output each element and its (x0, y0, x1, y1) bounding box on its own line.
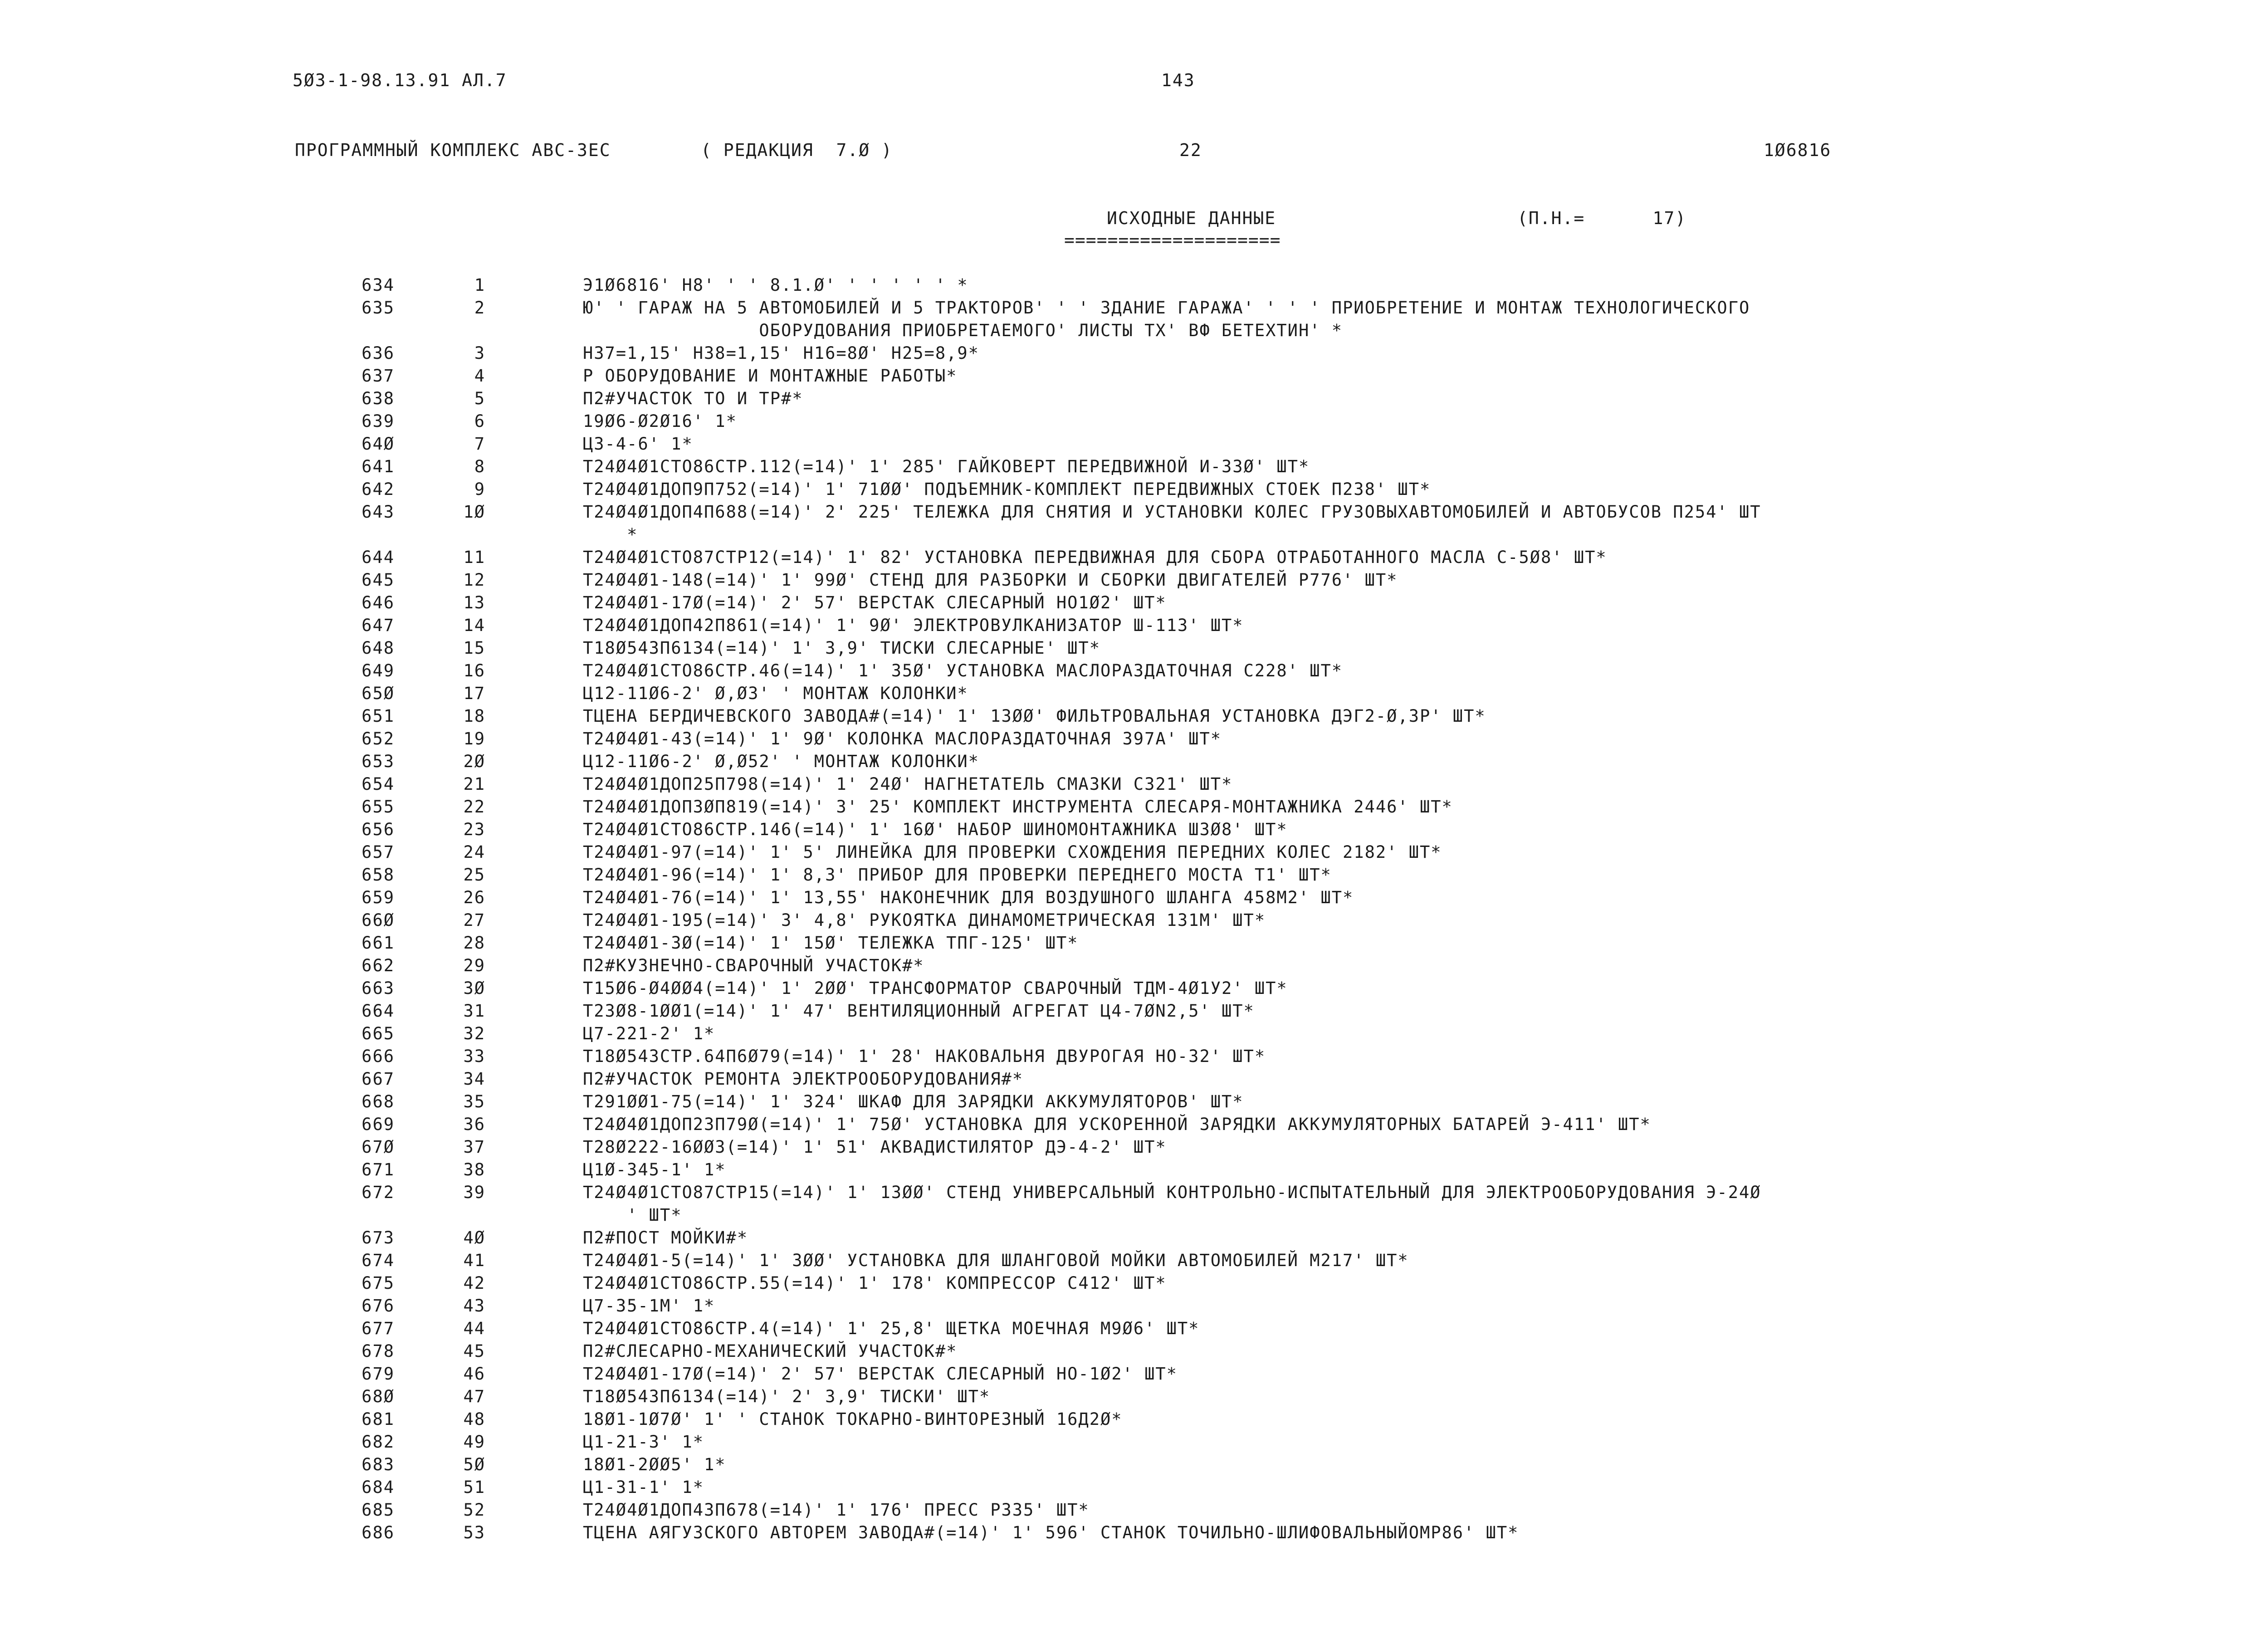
line-number: 13 (463, 593, 485, 612)
record-text: Т24Ø4Ø1-17Ø(=14)' 2' 57' ВЕРСТАК СЛЕСАРНЫЙ НО1Ø2' ШТ* (583, 593, 1167, 612)
line-number: 14 (463, 616, 485, 635)
data-row (0, 410, 2268, 433)
record-text: Т24Ø4Ø1-195(=14)' 3' 4,8' РУКОЯТКА ДИНАМОМЕТРИЧЕСКАЯ 131М' ШТ* (583, 910, 1266, 930)
page-number: 143 (1161, 70, 1195, 90)
sheet-number: 22 (1179, 140, 1202, 160)
line-number: 43 (463, 1296, 485, 1316)
record-number: 655 (362, 797, 395, 817)
record-text: Т24Ø4Ø1ДОП3ØП819(=14)' 3' 25' КОМПЛЕКТ ИНСТРУМЕНТА СЛЕСАРЯ-МОНТАЖНИКА 2446' ШТ* (583, 797, 1453, 817)
line-number: 39 (463, 1183, 485, 1202)
record-number: 679 (362, 1364, 395, 1384)
section-param: (П.Н.= 17) (1517, 208, 1687, 228)
record-text: Т24Ø4Ø1СТО86СТР.146(=14)' 1' 16Ø' НАБОР ШИНОМОНТАЖНИКА Ш3Ø8' ШТ* (583, 820, 1288, 839)
line-number: 36 (463, 1115, 485, 1134)
record-text: Т24Ø4Ø1-76(=14)' 1' 13,55' НАКОНЕЧНИК ДЛЯ ВОЗДУШНОГО ШЛАНГА 458М2' ШТ* (583, 888, 1354, 907)
record-number: 636 (362, 343, 395, 363)
data-row (0, 773, 2268, 796)
record-text: Ц1-21-3' 1* (583, 1432, 704, 1452)
data-row (0, 387, 2268, 410)
data-row (0, 546, 2268, 569)
record-text: Ц7-221-2' 1* (583, 1024, 715, 1043)
data-row (0, 592, 2268, 614)
data-row (0, 1295, 2268, 1317)
record-number: 634 (362, 275, 395, 295)
line-number: 35 (463, 1092, 485, 1111)
record-text: Т24Ø4Ø1-17Ø(=14)' 2' 57' ВЕРСТАК СЛЕСАРНЫЙ НО-1Ø2' ШТ* (583, 1364, 1178, 1384)
record-number: 676 (362, 1296, 395, 1316)
record-number: 685 (362, 1500, 395, 1520)
record-number: 659 (362, 888, 395, 907)
data-row (0, 796, 2268, 818)
record-text: П2#УЧАСТОК РЕМОНТА ЭЛЕКТРООБОРУДОВАНИЯ#* (583, 1069, 1024, 1089)
record-text: Т24Ø4Ø1СТО86СТР.55(=14)' 1' 178' КОМПРЕССОР С412' ШТ* (583, 1273, 1167, 1293)
data-row (0, 750, 2268, 773)
record-number: 68Ø (362, 1387, 395, 1406)
line-number: 2Ø (463, 752, 485, 771)
record-text: Ц3-4-6' 1* (583, 434, 693, 454)
record-text: Э1Ø6816' Н8' ' ' 8.1.Ø' ' ' ' ' ' * (583, 275, 968, 295)
line-number: 18 (463, 706, 485, 726)
line-number: 48 (463, 1409, 485, 1429)
line-number: 27 (463, 910, 485, 930)
record-text: Т18Ø543П6134(=14)' 1' 3,9' ТИСКИ СЛЕСАРНЫЕ' ШТ* (583, 638, 1100, 658)
record-number: 67Ø (362, 1137, 395, 1157)
line-number: 8 (474, 457, 485, 476)
data-row (0, 728, 2268, 750)
record-text: П2#КУЗНЕЧНО-СВАРОЧНЫЙ УЧАСТОК#* (583, 956, 924, 975)
line-number: 47 (463, 1387, 485, 1406)
record-number: 637 (362, 366, 395, 386)
record-number: 671 (362, 1160, 395, 1179)
line-number: 32 (463, 1024, 485, 1043)
data-row (0, 501, 2268, 546)
data-row (0, 1227, 2268, 1249)
record-number: 683 (362, 1455, 395, 1474)
record-number: 669 (362, 1115, 395, 1134)
line-number: 3 (474, 343, 485, 363)
record-number: 644 (362, 548, 395, 567)
data-row (0, 1408, 2268, 1431)
record-number: 674 (362, 1251, 395, 1270)
record-text: Т24Ø4Ø1-3Ø(=14)' 1' 15Ø' ТЕЛЕЖКА ТПГ-125' ШТ* (583, 933, 1079, 953)
record-number: 673 (362, 1228, 395, 1248)
record-text: Т24Ø4Ø1-43(=14)' 1' 9Ø' КОЛОНКА МАСЛОРАЗДАТОЧНАЯ 397А' ШТ* (583, 729, 1222, 749)
line-number: 16 (463, 661, 485, 680)
record-text: 18Ø1-1Ø7Ø' 1' ' СТАНОК ТОКАРНО-ВИНТОРЕЗНЫЙ 16Д2Ø* (583, 1409, 1123, 1429)
data-row (0, 1476, 2268, 1499)
line-number: 38 (463, 1160, 485, 1179)
record-number: 648 (362, 638, 395, 658)
data-row (0, 342, 2268, 365)
data-row (0, 1023, 2268, 1045)
record-text: Т24Ø4Ø1СТО87СТР15(=14)' 1' 13ØØ' СТЕНД УНИВЕРСАЛЬНЫЙ КОНТРОЛЬНО-ИСПЫТАТЕЛЬНЫЙ ДЛЯ ЭЛЕКТРООБОРУДОВАНИЯ Э-24Ø ' ШТ* (583, 1183, 1761, 1225)
record-text: Т24Ø4Ø1ДОП23П79Ø(=14)' 1' 75Ø' УСТАНОВКА ДЛЯ УСКОРЕННОЙ ЗАРЯДКИ АККУМУЛЯТОРНЫХ БАТАРЕЙ Э-411' ШТ* (583, 1115, 1651, 1134)
record-text: Ц12-11Ø6-2' Ø,Ø3' ' МОНТАЖ КОЛОНКИ* (583, 684, 968, 703)
section-title: ИСХОДНЫЕ ДАННЫЕ (1107, 208, 1276, 228)
record-number: 65Ø (362, 684, 395, 703)
data-row (0, 886, 2268, 909)
line-number: 25 (463, 865, 485, 885)
line-number: 34 (463, 1069, 485, 1089)
data-row (0, 569, 2268, 592)
line-number: 3Ø (463, 979, 485, 998)
record-text: Т18Ø543П6134(=14)' 2' 3,9' ТИСКИ' ШТ* (583, 1387, 991, 1406)
record-text: 19Ø6-Ø2Ø16' 1* (583, 411, 737, 431)
record-text: Ц1-31-1' 1* (583, 1478, 704, 1497)
record-number: 665 (362, 1024, 395, 1043)
record-number: 664 (362, 1001, 395, 1021)
data-row (0, 954, 2268, 977)
record-text: Т24Ø4Ø1ДОП4П688(=14)' 2' 225' ТЕЛЕЖКА ДЛЯ СНЯТИЯ И УСТАНОВКИ КОЛЕС ГРУЗОВЫХАВТОМОБИЛЕЙ И АВТОБУСОВ П254' ШТ * (583, 502, 1761, 544)
record-number: 653 (362, 752, 395, 771)
data-row (0, 1249, 2268, 1272)
record-text: Т24Ø4Ø1СТО86СТР.4(=14)' 1' 25,8' ЩЕТКА МОЕЧНАЯ М9Ø6' ШТ* (583, 1319, 1200, 1338)
data-row (0, 1522, 2268, 1544)
record-text: Т24Ø4Ø1СТО86СТР.46(=14)' 1' 35Ø' УСТАНОВКА МАСЛОРАЗДАТОЧНАЯ С228' ШТ* (583, 661, 1343, 680)
line-number: 42 (463, 1273, 485, 1293)
data-row (0, 818, 2268, 841)
line-number: 24 (463, 842, 485, 862)
record-text: П2#ПОСТ МОЙКИ#* (583, 1228, 748, 1248)
record-text: ТЦЕНА БЕРДИЧЕВСКОГО ЗАВОДА#(=14)' 1' 13ØØ' ФИЛЬТРОВАЛЬНАЯ УСТАНОВКА ДЭГ2-Ø,3Р' ШТ* (583, 706, 1486, 726)
line-number: 49 (463, 1432, 485, 1452)
record-number: 667 (362, 1069, 395, 1089)
line-number: 17 (463, 684, 485, 703)
record-number: 656 (362, 820, 395, 839)
data-row (0, 1000, 2268, 1023)
doc-number: 1Ø6816 (1764, 140, 1832, 160)
record-text: Т24Ø4Ø1ДОП9П752(=14)' 1' 71ØØ' ПОДЪЕМНИК-КОМПЛЕКТ ПЕРЕДВИЖНЫХ СТОЕК П238' ШТ* (583, 479, 1431, 499)
line-number: 1 (474, 275, 485, 295)
record-text: П2#СЛЕСАРНО-МЕХАНИЧЕСКИЙ УЧАСТОК#* (583, 1341, 958, 1361)
record-number: 64Ø (362, 434, 395, 454)
data-row (0, 932, 2268, 954)
line-number: 21 (463, 774, 485, 794)
record-number: 668 (362, 1092, 395, 1111)
line-number: 52 (463, 1500, 485, 1520)
line-number: 44 (463, 1319, 485, 1338)
line-number: 29 (463, 956, 485, 975)
line-number: 15 (463, 638, 485, 658)
title-underline: ==================== (1064, 231, 1281, 249)
record-number: 657 (362, 842, 395, 862)
line-number: 2 (474, 298, 485, 318)
record-text: Т24Ø4Ø1ДОП42П861(=14)' 1' 9Ø' ЭЛЕКТРОВУЛКАНИЗАТОР Ш-113' ШТ* (583, 616, 1244, 635)
record-number: 641 (362, 457, 395, 476)
line-number: 9 (474, 479, 485, 499)
record-number: 643 (362, 502, 395, 522)
data-row (0, 841, 2268, 864)
line-number: 53 (463, 1523, 485, 1542)
program-edition: ( РЕДАКЦИЯ 7.Ø ) (701, 140, 893, 160)
data-row (0, 1113, 2268, 1136)
record-number: 678 (362, 1341, 395, 1361)
record-number: 66Ø (362, 910, 395, 930)
record-number: 649 (362, 661, 395, 680)
data-row (0, 614, 2268, 637)
record-number: 645 (362, 570, 395, 590)
line-number: 45 (463, 1341, 485, 1361)
record-number: 639 (362, 411, 395, 431)
record-text: Т24Ø4Ø1-97(=14)' 1' 5' ЛИНЕЙКА ДЛЯ ПРОВЕРКИ СХОЖДЕНИЯ ПЕРЕДНИХ КОЛЕС 2182' ШТ* (583, 842, 1442, 862)
line-number: 51 (463, 1478, 485, 1497)
line-number: 33 (463, 1047, 485, 1066)
record-number: 652 (362, 729, 395, 749)
doc-code: 5Ø3-1-98.13.91 АЛ.7 (293, 70, 507, 90)
data-row (0, 637, 2268, 660)
data-row (0, 1136, 2268, 1159)
record-number: 672 (362, 1183, 395, 1202)
record-number: 686 (362, 1523, 395, 1542)
data-row (0, 1431, 2268, 1453)
record-text: Т24Ø4Ø1-5(=14)' 1' 3ØØ' УСТАНОВКА ДЛЯ ШЛАНГОВОЙ МОЙКИ АВТОМОБИЛЕЙ М217' ШТ* (583, 1251, 1409, 1270)
line-number: 1Ø (463, 502, 485, 522)
data-row (0, 1453, 2268, 1476)
record-number: 677 (362, 1319, 395, 1338)
line-number: 41 (463, 1251, 485, 1270)
data-row (0, 909, 2268, 932)
record-number: 646 (362, 593, 395, 612)
record-number: 681 (362, 1409, 395, 1429)
data-row (0, 455, 2268, 478)
line-number: 7 (474, 434, 485, 454)
data-row (0, 365, 2268, 387)
record-number: 651 (362, 706, 395, 726)
data-row (0, 864, 2268, 886)
line-number: 26 (463, 888, 485, 907)
line-number: 5 (474, 389, 485, 408)
line-number: 19 (463, 729, 485, 749)
program-name: ПРОГРАММНЫЙ КОМПЛЕКС АВС-3ЕС (295, 140, 611, 160)
record-number: 654 (362, 774, 395, 794)
data-row (0, 1045, 2268, 1068)
data-row (0, 1272, 2268, 1295)
record-number: 662 (362, 956, 395, 975)
record-text: Т23Ø8-1ØØ1(=14)' 1' 47' ВЕНТИЛЯЦИОННЫЙ АГРЕГАТ Ц4-7ØN2,5' ШТ* (583, 1001, 1255, 1021)
record-number: 658 (362, 865, 395, 885)
record-text: Ц7-35-1М' 1* (583, 1296, 715, 1316)
record-text: Т28Ø222-16ØØ3(=14)' 1' 51' АКВАДИСТИЛЯТОР ДЭ-4-2' ШТ* (583, 1137, 1167, 1157)
record-number: 666 (362, 1047, 395, 1066)
line-number: 4 (474, 366, 485, 386)
data-row (0, 977, 2268, 1000)
record-text: 18Ø1-2ØØ5' 1* (583, 1455, 726, 1474)
line-number: 28 (463, 933, 485, 953)
record-text: Р ОБОРУДОВАНИЕ И МОНТАЖНЫЕ РАБОТЫ* (583, 366, 958, 386)
record-number: 675 (362, 1273, 395, 1293)
data-row (0, 1068, 2268, 1091)
record-text: Т18Ø543СТР.64П6Ø79(=14)' 1' 28' НАКОВАЛЬНЯ ДВУРОГАЯ НО-32' ШТ* (583, 1047, 1266, 1066)
record-number: 635 (362, 298, 395, 318)
data-row (0, 1159, 2268, 1181)
record-text: Т24Ø4Ø1ДОП25П798(=14)' 1' 24Ø' НАГНЕТАТЕЛЬ СМАЗКИ С321' ШТ* (583, 774, 1233, 794)
record-text: Ц1Ø-345-1' 1* (583, 1160, 726, 1179)
record-number: 647 (362, 616, 395, 635)
data-row (0, 1499, 2268, 1522)
data-row (0, 274, 2268, 297)
line-number: 12 (463, 570, 485, 590)
line-number: 6 (474, 411, 485, 431)
data-row (0, 1363, 2268, 1385)
record-text: Т24Ø4Ø1-148(=14)' 1' 99Ø' СТЕНД ДЛЯ РАЗБОРКИ И СБОРКИ ДВИГАТЕЛЕЙ Р776' ШТ* (583, 570, 1398, 590)
record-number: 638 (362, 389, 395, 408)
record-text: ТЦЕНА АЯГУЗСКОГО АВТОРЕМ ЗАВОДА#(=14)' 1' 596' СТАНОК ТОЧИЛЬНО-ШЛИФОВАЛЬНЫЙОМР86' ШТ* (583, 1523, 1519, 1542)
line-number: 37 (463, 1137, 485, 1157)
line-number: 23 (463, 820, 485, 839)
data-row (0, 660, 2268, 682)
line-number: 4Ø (463, 1228, 485, 1248)
record-text: Т24Ø4Ø1ДОП43П678(=14)' 1' 176' ПРЕСС Р335' ШТ* (583, 1500, 1090, 1520)
data-row (0, 1181, 2268, 1227)
data-row (0, 1317, 2268, 1340)
data-rows (0, 274, 2268, 1544)
data-row (0, 433, 2268, 455)
record-number: 663 (362, 979, 395, 998)
record-number: 661 (362, 933, 395, 953)
record-number: 684 (362, 1478, 395, 1497)
record-text: Т291ØØ1-75(=14)' 1' 324' ШКАФ ДЛЯ ЗАРЯДКИ АККУМУЛЯТОРОВ' ШТ* (583, 1092, 1244, 1111)
line-number: 5Ø (463, 1455, 485, 1474)
line-number: 11 (463, 548, 485, 567)
data-row (0, 478, 2268, 501)
data-row (0, 682, 2268, 705)
record-text: Т24Ø4Ø1СТО87СТР12(=14)' 1' 82' УСТАНОВКА ПЕРЕДВИЖНАЯ ДЛЯ СБОРА ОТРАБОТАННОГО МАСЛА С-5Ø8' ШТ* (583, 548, 1607, 567)
record-number: 682 (362, 1432, 395, 1452)
record-text: Ц12-11Ø6-2' Ø,Ø52' ' МОНТАЖ КОЛОНКИ* (583, 752, 979, 771)
data-row (0, 1385, 2268, 1408)
record-text: Т24Ø4Ø1СТО86СТР.112(=14)' 1' 285' ГАЙКОВЕРТ ПЕРЕДВИЖНОЙ И-33Ø' ШТ* (583, 457, 1310, 476)
record-text: П2#УЧАСТОК ТО И ТР#* (583, 389, 803, 408)
data-row (0, 1340, 2268, 1363)
data-row (0, 1091, 2268, 1113)
line-number: 46 (463, 1364, 485, 1384)
record-text: Т15Ø6-Ø4ØØ4(=14)' 1' 2ØØ' ТРАНСФОРМАТОР СВАРОЧНЫЙ ТДМ-4Ø1У2' ШТ* (583, 979, 1288, 998)
data-row (0, 705, 2268, 728)
record-number: 642 (362, 479, 395, 499)
line-number: 31 (463, 1001, 485, 1021)
record-text: Н37=1,15' Н38=1,15' Н16=8Ø' Н25=8,9* (583, 343, 979, 363)
record-text: Ю' ' ГАРАЖ НА 5 АВТОМОБИЛЕЙ И 5 ТРАКТОРОВ' ' ' ЗДАНИЕ ГАРАЖА' ' ' ' ПРИОБРЕТЕНИЕ И МОНТАЖ ТЕХНОЛОГИЧЕСКОГО ОБОРУДОВАНИЯ ПРИОБРЕТАЕМОГО' ЛИСТЫ ТХ' ВФ БЕТЕХТИН' * (583, 298, 1750, 340)
line-number: 22 (463, 797, 485, 817)
data-row (0, 297, 2268, 342)
record-text: Т24Ø4Ø1-96(=14)' 1' 8,3' ПРИБОР ДЛЯ ПРОВЕРКИ ПЕРЕДНЕГО МОСТА Т1' ШТ* (583, 865, 1332, 885)
